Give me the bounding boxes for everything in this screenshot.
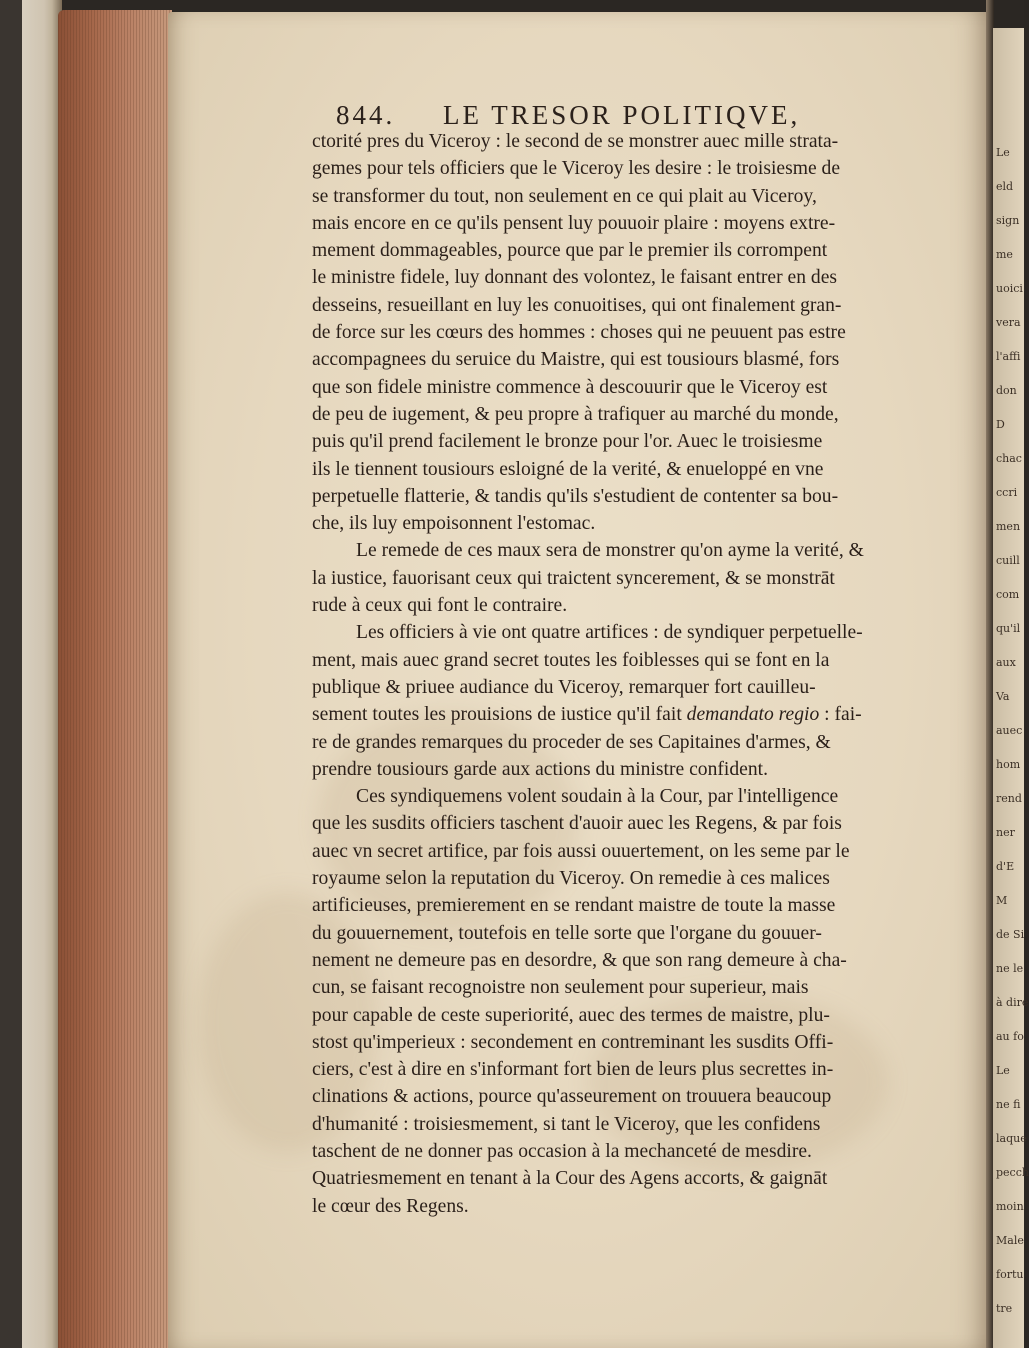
line-text: ment, mais auec grand secret toutes les foiblesses qui se font en la xyxy=(312,649,830,671)
line-text: Le remede de ces maux sera de monstrer qu'on ayme la verité, & xyxy=(356,540,864,562)
facing-page-fragment: uoici xyxy=(996,282,1023,295)
facing-page-fragment: com xyxy=(996,588,1020,601)
text-line xyxy=(312,783,964,810)
facing-page-fragment: hom xyxy=(996,758,1021,771)
text-line xyxy=(312,483,964,510)
line-text: che, ils luy empoisonnent l'estomac. xyxy=(312,513,596,535)
line-text: ciers, c'est à dire en s'informant fort bien de leurs plus secrettes in- xyxy=(312,1059,834,1081)
line-text: de peu de iugement, & peu propre à trafiquer au marché du monde, xyxy=(312,403,839,425)
line-text: mais encore en ce qu'ils pensent luy pouuoir plaire : moyens extre- xyxy=(312,212,836,234)
text-line xyxy=(312,428,964,455)
text-line xyxy=(312,920,964,947)
line-text: sement toutes les prouisions de iustice qu'il fait xyxy=(312,704,687,726)
facing-page-fragment: l'affi xyxy=(996,350,1021,363)
text-line xyxy=(312,947,964,974)
text-line xyxy=(312,1111,964,1138)
line-text: puis qu'il prend facilement le bronze pour l'or. Auec le troisiesme xyxy=(312,431,823,453)
line-text: artificieuses, premierement en se rendant maistre de toute la masse xyxy=(312,895,836,917)
line-text: Ces syndiquemens volent soudain à la Cour, par l'intelligence xyxy=(356,786,839,808)
facing-page-fragment: auec xyxy=(996,724,1023,737)
line-text: ils le tiennent tousiours esloigné de la verité, & enueloppé en vne xyxy=(312,458,824,480)
facing-page-fragment: au fo xyxy=(996,1030,1024,1043)
line-text: le cœur des Regens. xyxy=(312,1195,469,1217)
facing-page-fragment: don xyxy=(996,384,1017,397)
line-text: accompagnees du seruice du Maistre, qui est tousiours blasmé, fors xyxy=(312,349,840,371)
text-line xyxy=(312,1083,964,1110)
facing-page-fragment: aux xyxy=(996,656,1016,669)
line-text: taschent de ne donner pas occasion à la mechanceté de mesdire. xyxy=(312,1140,812,1162)
line-text: pour capable de ceste superiorité, auec des termes de maistre, plu- xyxy=(312,1004,830,1026)
line-text: du gouuernement, toutefois en telle sorte que l'organe du gouuer- xyxy=(312,922,822,944)
facing-page-fragment: moin xyxy=(996,1200,1024,1213)
line-text: Quatriesmement en tenant à la Cour des Agens accorts, & gaignāt xyxy=(312,1168,828,1190)
text-line xyxy=(312,838,964,865)
page-number: 844. xyxy=(336,100,396,130)
text-line xyxy=(312,1056,964,1083)
text-line xyxy=(312,456,964,483)
facing-page-fragment: chac xyxy=(996,452,1022,465)
facing-page-fragment: Va xyxy=(996,690,1010,703)
text-line xyxy=(312,128,964,155)
text-line xyxy=(312,510,964,537)
text-line xyxy=(312,674,964,701)
text-block xyxy=(312,128,964,1220)
line-text: le ministre fidele, luy donnant des volontez, le faisant entrer en des xyxy=(312,267,838,289)
text-line xyxy=(312,155,964,182)
italic-phrase: demandato regio xyxy=(686,704,820,726)
facing-page-fragment: sign xyxy=(996,214,1020,227)
text-line xyxy=(312,1029,964,1056)
facing-page-fragment: men xyxy=(996,520,1021,533)
line-text: de force sur les cœurs des hommes : choses qui ne peuuent pas estre xyxy=(312,322,846,344)
text-line xyxy=(312,292,964,319)
facing-page-fragment: ne le xyxy=(996,962,1024,975)
line-text: que les susdits officiers taschent d'auoir auec les Regens, & par fois xyxy=(312,813,842,835)
facing-page-fragment: laque xyxy=(996,1132,1027,1145)
line-text: mement dommageables, pource que par le premier ils corrompent xyxy=(312,240,828,262)
facing-page-fragment: Le xyxy=(996,146,1010,159)
line-text: d'humanité : troisiesmement, si tant le Viceroy, que les confidens xyxy=(312,1113,821,1135)
line-text: ctorité pres du Viceroy : le second de se monstrer auec mille strata- xyxy=(312,131,839,152)
facing-page-fragment: D xyxy=(996,418,1005,431)
text-line xyxy=(312,647,964,674)
text-line xyxy=(312,264,964,291)
text-line xyxy=(312,346,964,373)
line-text: la iustice, fauorisant ceux qui traictent syncerement, & se monstrāt xyxy=(312,567,835,589)
text-line xyxy=(312,565,964,592)
text-line xyxy=(312,729,964,756)
facing-page-fragment: ccri xyxy=(996,486,1018,499)
line-text: royaume selon la reputation du Viceroy. On remedie à ces malices xyxy=(312,868,830,890)
line-text: perpetuelle flatterie, & tandis qu'ils s'estudient de contenter sa bou- xyxy=(312,485,839,507)
line-text: re de grandes remarques du proceder de ses Capitaines d'armes, & xyxy=(312,731,831,753)
line-text: nement ne demeure pas en desordre, & que son rang demeure à cha- xyxy=(312,949,847,971)
text-line xyxy=(312,319,964,346)
text-line xyxy=(312,619,964,646)
line-text: rude à ceux qui font le contraire. xyxy=(312,595,568,617)
text-line xyxy=(312,1193,964,1220)
text-line xyxy=(312,701,964,728)
text-line xyxy=(312,1138,964,1165)
line-text: desseins, resueillant en luy les conuoitises, qui ont finalement gran- xyxy=(312,294,842,316)
text-line xyxy=(312,756,964,783)
running-title: LE TRESOR POLITIQVE, xyxy=(443,100,801,130)
text-line xyxy=(312,401,964,428)
facing-page-fragment: rend xyxy=(996,792,1022,805)
facing-page-fragment: qu'il xyxy=(996,622,1021,635)
facing-page-fragment: ner xyxy=(996,826,1015,839)
text-line xyxy=(312,865,964,892)
facing-page-fragment: me xyxy=(996,248,1013,261)
line-text: auec vn secret artifice, par fois aussi ouuertement, on les seme par le xyxy=(312,840,850,862)
line-text: : fai- xyxy=(819,704,862,726)
facing-page-fragment: de Si xyxy=(996,928,1025,941)
text-line xyxy=(312,1165,964,1192)
facing-page-fragment: vera xyxy=(996,316,1021,329)
facing-page-fragment: Male xyxy=(996,1234,1024,1247)
text-line xyxy=(312,210,964,237)
running-head xyxy=(336,100,986,131)
text-line xyxy=(312,1002,964,1029)
text-line xyxy=(312,237,964,264)
book-cover xyxy=(0,0,62,1348)
text-line xyxy=(312,592,964,619)
line-text: gemes pour tels officiers que le Viceroy les desire : le troisiesme de xyxy=(312,158,841,180)
facing-page-fragment: d'E xyxy=(996,860,1015,873)
facing-page-fragment: Le xyxy=(996,1064,1010,1077)
text-line xyxy=(312,183,964,210)
line-text: Les officiers à vie ont quatre artifices : de syndiquer perpetuelle- xyxy=(356,622,863,644)
text-line xyxy=(312,537,964,564)
text-line xyxy=(312,974,964,1001)
facing-page-fragment: M xyxy=(996,894,1008,907)
facing-page-fragment: à dire xyxy=(996,996,1029,1009)
line-text: cun, se faisant recognoistre non seulement pour superieur, mais xyxy=(312,977,809,999)
line-text: se transformer du tout, non seulement en ce qui plait au Viceroy, xyxy=(312,185,817,207)
facing-page-fragment: fortu xyxy=(996,1268,1024,1281)
facing-page-fragment: tre xyxy=(996,1302,1013,1315)
text-line xyxy=(312,810,964,837)
facing-page-fragment: ne fi xyxy=(996,1098,1021,1111)
line-text: publique & priuee audiance du Viceroy, remarquer fort cauilleu- xyxy=(312,676,816,698)
line-text: clinations & actions, pource qu'asseurement on trouuera beaucoup xyxy=(312,1086,832,1108)
facing-page-fragment: cuill xyxy=(996,554,1020,567)
line-text: que son fidele ministre commence à descouurir que le Viceroy est xyxy=(312,376,828,398)
text-line xyxy=(312,892,964,919)
text-line xyxy=(312,374,964,401)
facing-page-fragment: pecch xyxy=(996,1166,1029,1179)
line-text: prendre tousiours garde aux actions du ministre confident. xyxy=(312,758,768,780)
facing-page-fragment: eld xyxy=(996,180,1014,193)
line-text: stost qu'imperieux : secondement en contreminant les susdits Offi- xyxy=(312,1031,834,1053)
page-edges xyxy=(58,10,172,1348)
facing-page xyxy=(993,28,1029,1348)
